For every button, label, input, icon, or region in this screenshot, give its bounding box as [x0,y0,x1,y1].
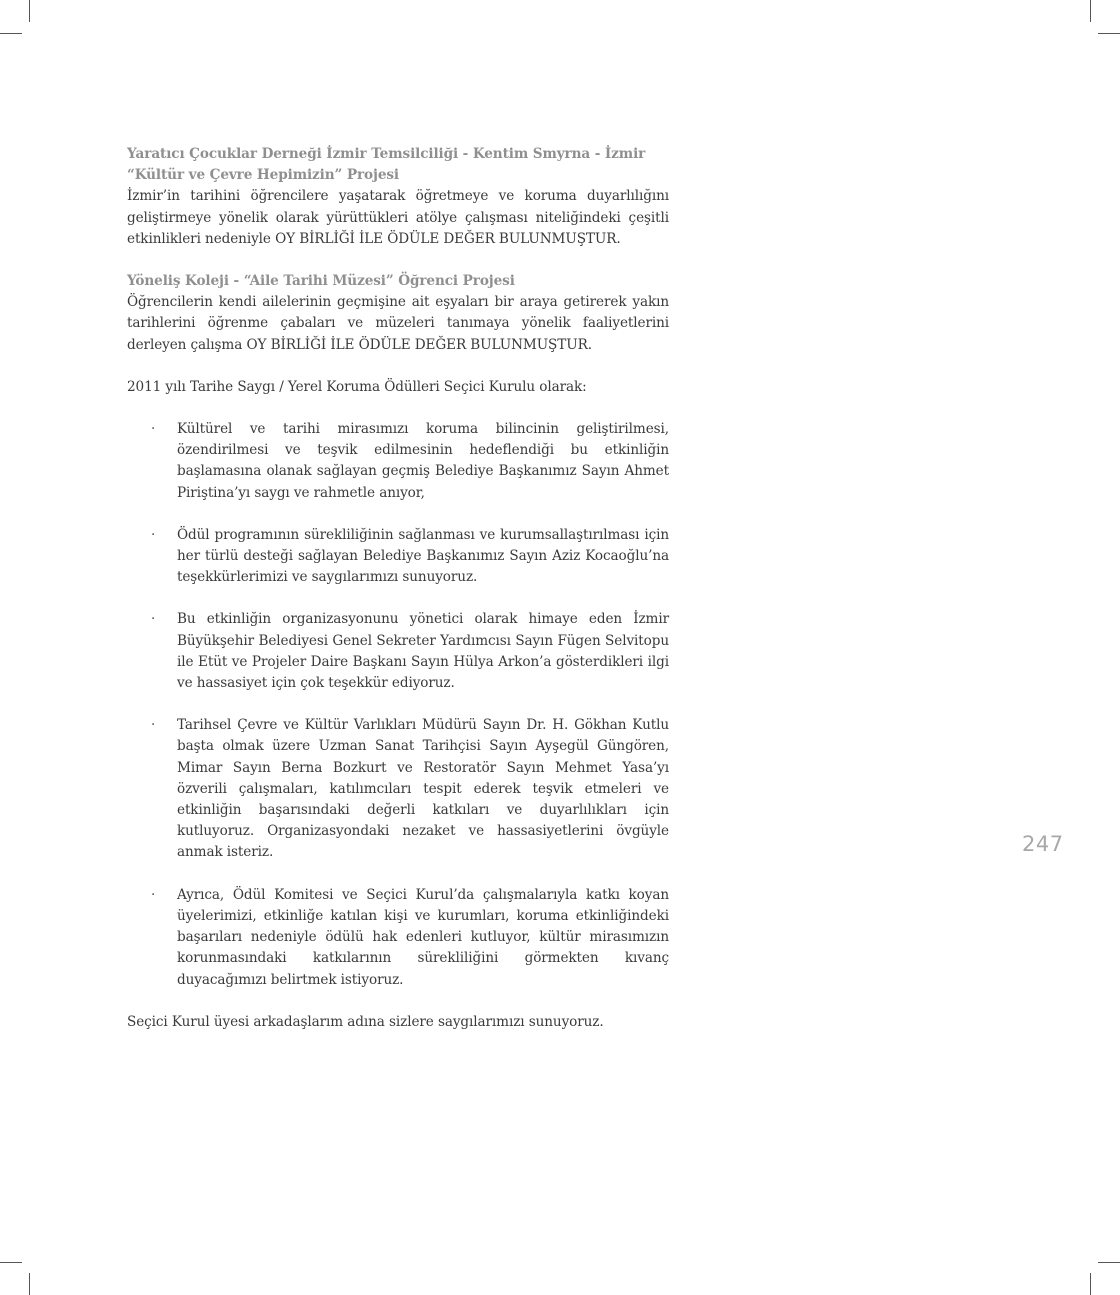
list-item [127,609,669,694]
acknowledgement-list [127,419,669,991]
bullet-icon: · [151,421,156,438]
award-section-heading: Yaratıcı Çocuklar Derneği İzmir Temsilciliği - Kentim Smyrna - İzmir “Kültür ve Çevre Hepimizin” Projesi [127,146,646,184]
list-item [127,885,669,991]
bullet-icon: · [151,611,156,628]
crop-mark-bottom-left-horizontal [0,1262,22,1263]
crop-mark-top-left-vertical [29,0,30,22]
award-section-body: İzmir’in tarihini öğrencilere yaşatarak öğretmeye ve koruma duyarlılığını geliştirmeye yönelik olarak yürüttükleri atölye çalışması niteliğindeki çeşitli etkinlikleri nedeniyle OY BİRLİĞİ İLE ÖDÜLE DEĞER BULUNMUŞTUR. [127,188,669,247]
crop-mark-bottom-right-vertical [1090,1273,1091,1295]
list-item [127,419,669,504]
award-section-heading: Yöneliş Koleji - “Aile Tarihi Müzesi” Öğrenci Projesi [127,273,515,290]
jury-intro: 2011 yılı Tarihe Saygı / Yerel Koruma Ödülleri Seçici Kurulu olarak: [127,378,587,395]
list-item-text: Tarihsel Çevre ve Kültür Varlıkları Müdürü Sayın Dr. H. Gökhan Kutlu başta olmak üzere Uzman Sanat Tarihçisi Sayın Ayşegül Güngören, Mimar Sayın Berna Bozkurt ve Restoratör Sayın Mehmet Yasa’yı özverili çalışmaları, katılımcıları tespit ederek teşvik etmeleri ve etkinliğin başarısındaki değerli katkıları ve duyarlılıkları için kutluyoruz. Organizasyondaki nezaket ve hassasiyetlerini övgüyle anmak isteriz. [177,717,669,861]
page-number: 247 [1022,832,1064,856]
bullet-icon: · [151,886,156,903]
list-item-text: Ödül programının sürekliliğinin sağlanması ve kurumsallaştırılması için her türlü desteği sağlayan Belediye Başkanımız Sayın Aziz Kocaoğlu’na teşekkürlerimizi ve saygılarımızı sunuyoruz. [177,526,669,586]
closing-statement: Seçici Kurul üyesi arkadaşlarım adına sizlere saygılarımızı sunuyoruz. [127,1013,604,1030]
list-item-text: Bu etkinliğin organizasyonunu yönetici olarak himaye eden İzmir Büyükşehir Belediyesi Genel Sekreter Yardımcısı Sayın Fügen Selvitopu ile Etüt ve Projeler Daire Başkanı Sayın Hülya Arkon’a gösterdikleri ilgi ve hassasiyet için çok teşekkür ediyoruz. [177,611,669,692]
award-section-1 [127,144,669,250]
award-section-2 [127,271,669,356]
crop-mark-top-right-horizontal [1098,33,1120,34]
page-content [127,144,669,1033]
crop-mark-bottom-right-horizontal [1098,1262,1120,1263]
list-item [127,715,669,863]
list-item [127,525,669,589]
list-item-text: Kültürel ve tarihi mirasımızı koruma bilincinin geliştirilmesi, özendirilmesi ve teşvik edilmesinin hedeflendiği bu etkinliğin başlamasına olanak sağlayan geçmiş Belediye Başkanımız Sayın Ahmet Piriştina’yı saygı ve rahmetle anıyor, [177,421,669,501]
bullet-icon: · [151,717,156,734]
award-section-body: Öğrencilerin kendi ailelerinin geçmişine ait eşyaları bir araya getirerek yakın tarihlerini öğrenme çabaları ve müzeleri tanımaya yönelik faaliyetlerini derleyen çalışma OY BİRLİĞİ İLE ÖDÜLE DEĞER BULUNMUŞTUR. [127,294,669,353]
list-item-text: Ayrıca, Ödül Komitesi ve Seçici Kurul’da çalışmalarıyla katkı koyan üyelerimizi, etkinliğe katılan kişi ve kurumları, koruma etkinliğindeki başarıları nedeniyle ödülü hak edenleri kutluyor, kültür mirasımızın korunmasındaki katkılarının sürekliliğini görmekten kıvanç duyacağımızı belirtmek istiyoruz. [177,886,669,988]
crop-mark-top-left-horizontal [0,33,22,34]
crop-mark-top-right-vertical [1090,0,1091,22]
bullet-icon: · [151,526,156,543]
crop-mark-bottom-left-vertical [29,1273,30,1295]
